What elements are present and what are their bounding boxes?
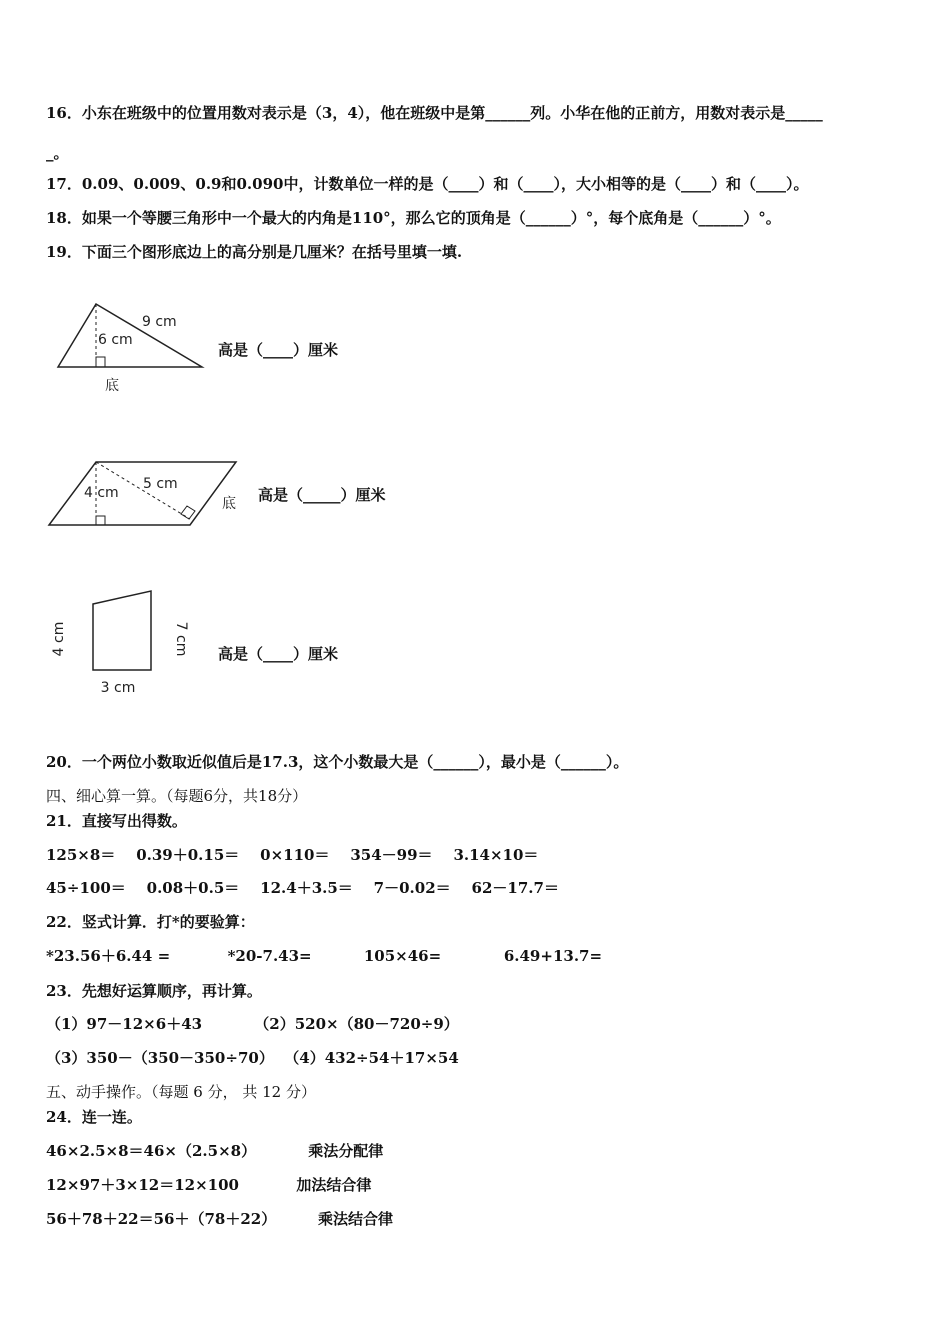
question-22-prompt: 22．竖式计算．打*的要验算：	[46, 913, 255, 931]
trapezoid-answer: 高是（____）厘米	[218, 645, 339, 663]
triangle-answer: 高是（____）厘米	[218, 341, 339, 359]
question-24-prompt: 24．连一连。	[46, 1108, 142, 1126]
triangle-base-label: 底	[105, 378, 119, 394]
question-24-row-1: 46×2.5×8＝46×（2.5×8） 乘法分配律	[46, 1142, 384, 1160]
triangle-figure	[50, 296, 215, 396]
question-19-prompt: 19．下面三个图形底边上的高分别是几厘米？在括号里填一填.	[46, 243, 463, 261]
parallelogram-slant-label: 5 cm	[143, 476, 178, 492]
question-23-row-1: （1）97－12×6＋43 （2）520×（80－720÷9）	[46, 1015, 459, 1033]
question-16-line-2: _。	[46, 144, 69, 162]
question-20: 20．一个两位小数取近似值后是17.3，这个小数最大是（______），最小是（______）。	[46, 753, 629, 771]
question-23-prompt: 23．先想好运算顺序，再计算。	[46, 982, 262, 1000]
question-17: 17．0.09、0.009、0.9和0.090中，计数单位一样的是（____）和（____），大小相等的是（____）和（____）。	[46, 175, 809, 193]
triangle-height-label: 6 cm	[98, 332, 133, 348]
section-5-heading: 五、动手操作。（每题 6 分， 共 12 分）	[46, 1083, 316, 1101]
trapezoid-bottom-label: 3 cm	[100, 680, 136, 696]
question-22-row: *23.56＋6.44 = *20-7.43= 105×46= 6.49+13.7=	[46, 947, 603, 965]
question-21-row-1: 125×8＝ 0.39＋0.15＝ 0×110＝ 354－99＝ 3.14×10＝	[46, 846, 539, 864]
trapezoid-right-label: 7 cm	[173, 621, 189, 657]
question-21-prompt: 21．直接写出得数。	[46, 812, 187, 830]
triangle-slant-label: 9 cm	[142, 314, 177, 330]
trapezoid-figure	[46, 584, 196, 704]
question-21-row-2: 45÷100＝ 0.08＋0.5＝ 12.4＋3.5＝ 7－0.02＝ 62－17.7＝	[46, 879, 559, 897]
question-24-row-2: 12×97＋3×12＝12×100 加法结合律	[46, 1176, 372, 1194]
section-4-heading: 四、细心算一算。（每题6分，共18分）	[46, 787, 308, 805]
question-16-line-1: 16．小东在班级中的位置用数对表示是（3，4），他在班级中是第______列。小华在他的正前方，用数对表示是_____	[46, 104, 823, 122]
parallelogram-base-label: 底	[222, 496, 236, 512]
parallelogram-figure	[46, 454, 246, 534]
question-24-row-3: 56＋78＋22＝56＋（78＋22） 乘法结合律	[46, 1210, 394, 1228]
parallelogram-height-label: 4 cm	[84, 485, 119, 501]
question-23-row-2: （3）350－（350－350÷70） （4）432÷54＋17×54	[46, 1049, 459, 1067]
trapezoid-left-label: 4 cm	[51, 621, 67, 657]
question-18: 18．如果一个等腰三角形中一个最大的内角是110°，那么它的顶角是（______）°，每个底角是（______）°。	[46, 209, 781, 227]
parallelogram-answer: 高是（_____）厘米	[258, 486, 386, 504]
